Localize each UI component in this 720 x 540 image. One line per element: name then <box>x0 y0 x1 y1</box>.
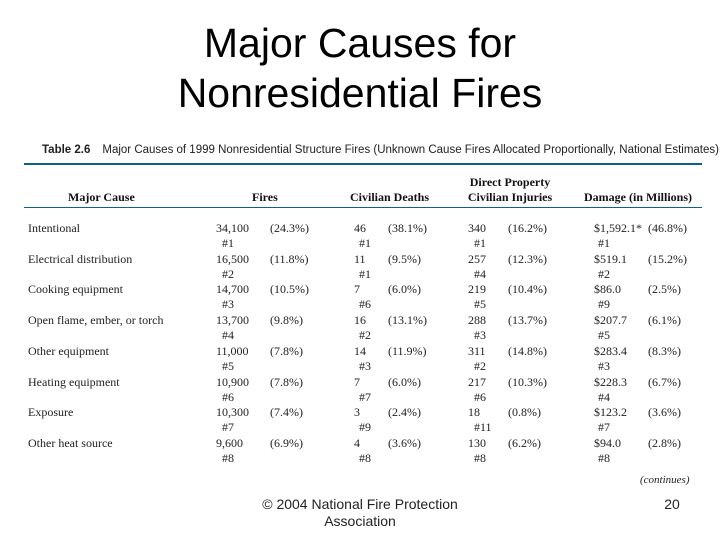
cell-damage: $123.2 <box>594 405 627 420</box>
cell-fires-rank: #7 <box>222 420 234 435</box>
cell-deaths-pct: (2.4%) <box>388 405 421 420</box>
cell-cause: Exposure <box>28 405 74 420</box>
cell-damage-pct: (2.5%) <box>648 282 681 297</box>
cell-fires-rank: #6 <box>222 389 234 404</box>
slide-title <box>0 18 720 118</box>
table-row <box>0 313 720 343</box>
cell-injuries-pct: (13.7%) <box>508 313 547 328</box>
cell-damage-rank: #9 <box>598 297 610 312</box>
slide-title-line-1: Major Causes for <box>203 20 517 66</box>
cell-deaths-pct: (38.1%) <box>388 221 427 235</box>
table-row <box>0 344 720 374</box>
cell-damage-pct: (6.7%) <box>648 374 681 389</box>
cell-damage-rank: #1 <box>598 236 610 250</box>
cell-fires-pct: (10.5%) <box>270 282 309 297</box>
cell-damage: $86.0 <box>594 282 621 297</box>
cell-fires-pct: (11.8%) <box>270 251 309 266</box>
cell-injuries-rank: #6 <box>474 389 486 404</box>
table-top-rule <box>24 163 702 165</box>
cell-deaths-rank: #1 <box>359 266 371 281</box>
cell-cause: Intentional <box>28 221 80 235</box>
cell-injuries-rank: #5 <box>474 297 486 312</box>
table-row <box>0 252 720 282</box>
cell-damage-rank: #7 <box>598 420 610 435</box>
cell-damage-pct: (3.6%) <box>648 405 681 420</box>
cell-damage-pct: (15.2%) <box>648 251 687 266</box>
cell-deaths-rank: #7 <box>359 389 371 404</box>
cell-fires: 13,700 <box>216 313 249 328</box>
cell-deaths-pct: (3.6%) <box>388 435 421 450</box>
cell-fires: 16,500 <box>216 251 249 266</box>
cell-deaths-rank: #2 <box>359 328 371 343</box>
cell-deaths-pct: (9.5%) <box>388 251 421 266</box>
cell-deaths-pct: (6.0%) <box>388 282 421 297</box>
table-row <box>0 375 720 405</box>
page-number: 20 <box>664 496 680 512</box>
cell-injuries-pct: (10.4%) <box>508 282 547 297</box>
table-row <box>0 282 720 312</box>
cell-injuries-rank: #1 <box>474 236 486 250</box>
cell-damage: $207.7 <box>594 313 627 328</box>
cell-fires: 11,000 <box>216 343 249 358</box>
cell-injuries-pct: (12.3%) <box>508 251 547 266</box>
cell-cause: Open flame, ember, or torch <box>28 313 164 328</box>
cell-deaths: 7 <box>354 282 360 297</box>
cell-deaths: 7 <box>354 374 360 389</box>
cell-injuries: 288 <box>468 313 486 328</box>
cell-deaths: 3 <box>354 405 360 420</box>
cell-damage-pct: (6.1%) <box>648 313 681 328</box>
cell-cause: Electrical distribution <box>28 251 133 266</box>
cell-fires-rank: #3 <box>222 297 234 312</box>
table-caption-text: Major Causes of 1999 Nonresidential Structure Fires (Unknown Cause Fires Allocated Proportionally, National Estimates) <box>102 144 719 156</box>
header-injuries-line-2: Civilian Injuries <box>467 190 553 204</box>
cell-injuries-rank: #2 <box>474 358 486 373</box>
cell-damage-pct: (2.8%) <box>648 435 681 450</box>
cell-fires-pct: (24.3%) <box>270 221 309 235</box>
cell-injuries: 219 <box>468 282 486 297</box>
cell-fires-pct: (9.8%) <box>270 313 303 328</box>
cell-fires-rank: #4 <box>222 328 234 343</box>
cell-injuries-rank: #8 <box>474 450 486 465</box>
cell-deaths-rank: #6 <box>359 297 371 312</box>
header-fires: Fires <box>252 190 278 204</box>
cell-damage-rank: #3 <box>598 358 610 373</box>
table-row <box>0 405 720 435</box>
cell-fires: 34,100 <box>216 221 249 235</box>
cell-fires-rank: #2 <box>222 266 234 281</box>
header-injuries-line-1: Direct Property <box>469 175 551 189</box>
cell-damage-rank: #5 <box>598 328 610 343</box>
cell-fires: 14,700 <box>216 282 249 297</box>
cell-damage-rank: #4 <box>598 389 610 404</box>
cell-damage-pct: (8.3%) <box>648 343 681 358</box>
cell-fires: 9,600 <box>216 435 243 450</box>
cell-fires-pct: (6.9%) <box>270 435 303 450</box>
cell-fires-rank: #5 <box>222 358 234 373</box>
cell-deaths: 11 <box>354 251 366 266</box>
cell-damage: $1,592.1* <box>594 221 642 235</box>
cell-fires-pct: (7.8%) <box>270 374 303 389</box>
cell-injuries-rank: #3 <box>474 328 486 343</box>
cell-damage-rank: #8 <box>598 450 610 465</box>
table-caption <box>42 144 719 156</box>
cell-damage: $94.0 <box>594 435 621 450</box>
cell-injuries-pct: (14.8%) <box>508 343 547 358</box>
cell-damage-pct: (46.8%) <box>648 221 687 235</box>
cell-injuries: 130 <box>468 435 486 450</box>
cell-injuries-rank: #11 <box>474 420 492 435</box>
cell-deaths-rank: #9 <box>359 420 371 435</box>
table-header-rule <box>24 207 702 208</box>
cell-fires: 10,900 <box>216 374 249 389</box>
cell-cause: Other equipment <box>28 343 109 358</box>
cell-fires-rank: #8 <box>222 450 234 465</box>
cell-deaths-rank: #3 <box>359 358 371 373</box>
continues-note: (continues) <box>640 474 690 486</box>
header-major-cause: Major Cause <box>68 190 135 204</box>
cell-cause: Cooking equipment <box>28 282 123 297</box>
cell-injuries-pct: (16.2%) <box>508 221 547 235</box>
table-label: Table 2.6 <box>42 144 91 156</box>
cell-deaths: 16 <box>354 313 366 328</box>
cell-fires-pct: (7.8%) <box>270 343 303 358</box>
cell-deaths: 14 <box>354 343 366 358</box>
cell-damage: $519.1 <box>594 251 627 266</box>
cell-fires: 10,300 <box>216 405 249 420</box>
cell-damage-rank: #2 <box>598 266 610 281</box>
cell-deaths-pct: (6.0%) <box>388 374 421 389</box>
cell-deaths-rank: #8 <box>359 450 371 465</box>
cell-injuries: 217 <box>468 374 486 389</box>
header-civilian-injuries <box>460 175 560 205</box>
cell-cause: Heating equipment <box>28 374 120 389</box>
header-damage: Damage (in Millions) <box>584 190 692 204</box>
cell-damage: $228.3 <box>594 374 627 389</box>
cell-deaths-rank: #1 <box>359 236 371 250</box>
table-row <box>0 436 720 466</box>
cell-cause: Other heat source <box>28 435 113 450</box>
cell-deaths: 46 <box>354 221 366 235</box>
cell-injuries-pct: (10.3%) <box>508 374 547 389</box>
table-row <box>0 221 720 251</box>
cell-injuries-rank: #4 <box>474 266 486 281</box>
cell-injuries: 18 <box>468 405 480 420</box>
cell-deaths-pct: (11.9%) <box>388 343 427 358</box>
cell-injuries: 340 <box>468 221 486 235</box>
cell-injuries-pct: (0.8%) <box>508 405 541 420</box>
footer-copyright: © 2004 National Fire Protection Association <box>262 496 458 529</box>
cell-injuries: 257 <box>468 251 486 266</box>
cell-damage: $283.4 <box>594 343 627 358</box>
header-civilian-deaths: Civilian Deaths <box>350 190 430 204</box>
slide-title-line-2: Nonresidential Fires <box>177 70 543 116</box>
cell-fires-rank: #1 <box>222 236 234 250</box>
cell-deaths: 4 <box>354 435 360 450</box>
cell-injuries-pct: (6.2%) <box>508 435 541 450</box>
cell-injuries: 311 <box>468 343 486 358</box>
cell-deaths-pct: (13.1%) <box>388 313 427 328</box>
cell-fires-pct: (7.4%) <box>270 405 303 420</box>
